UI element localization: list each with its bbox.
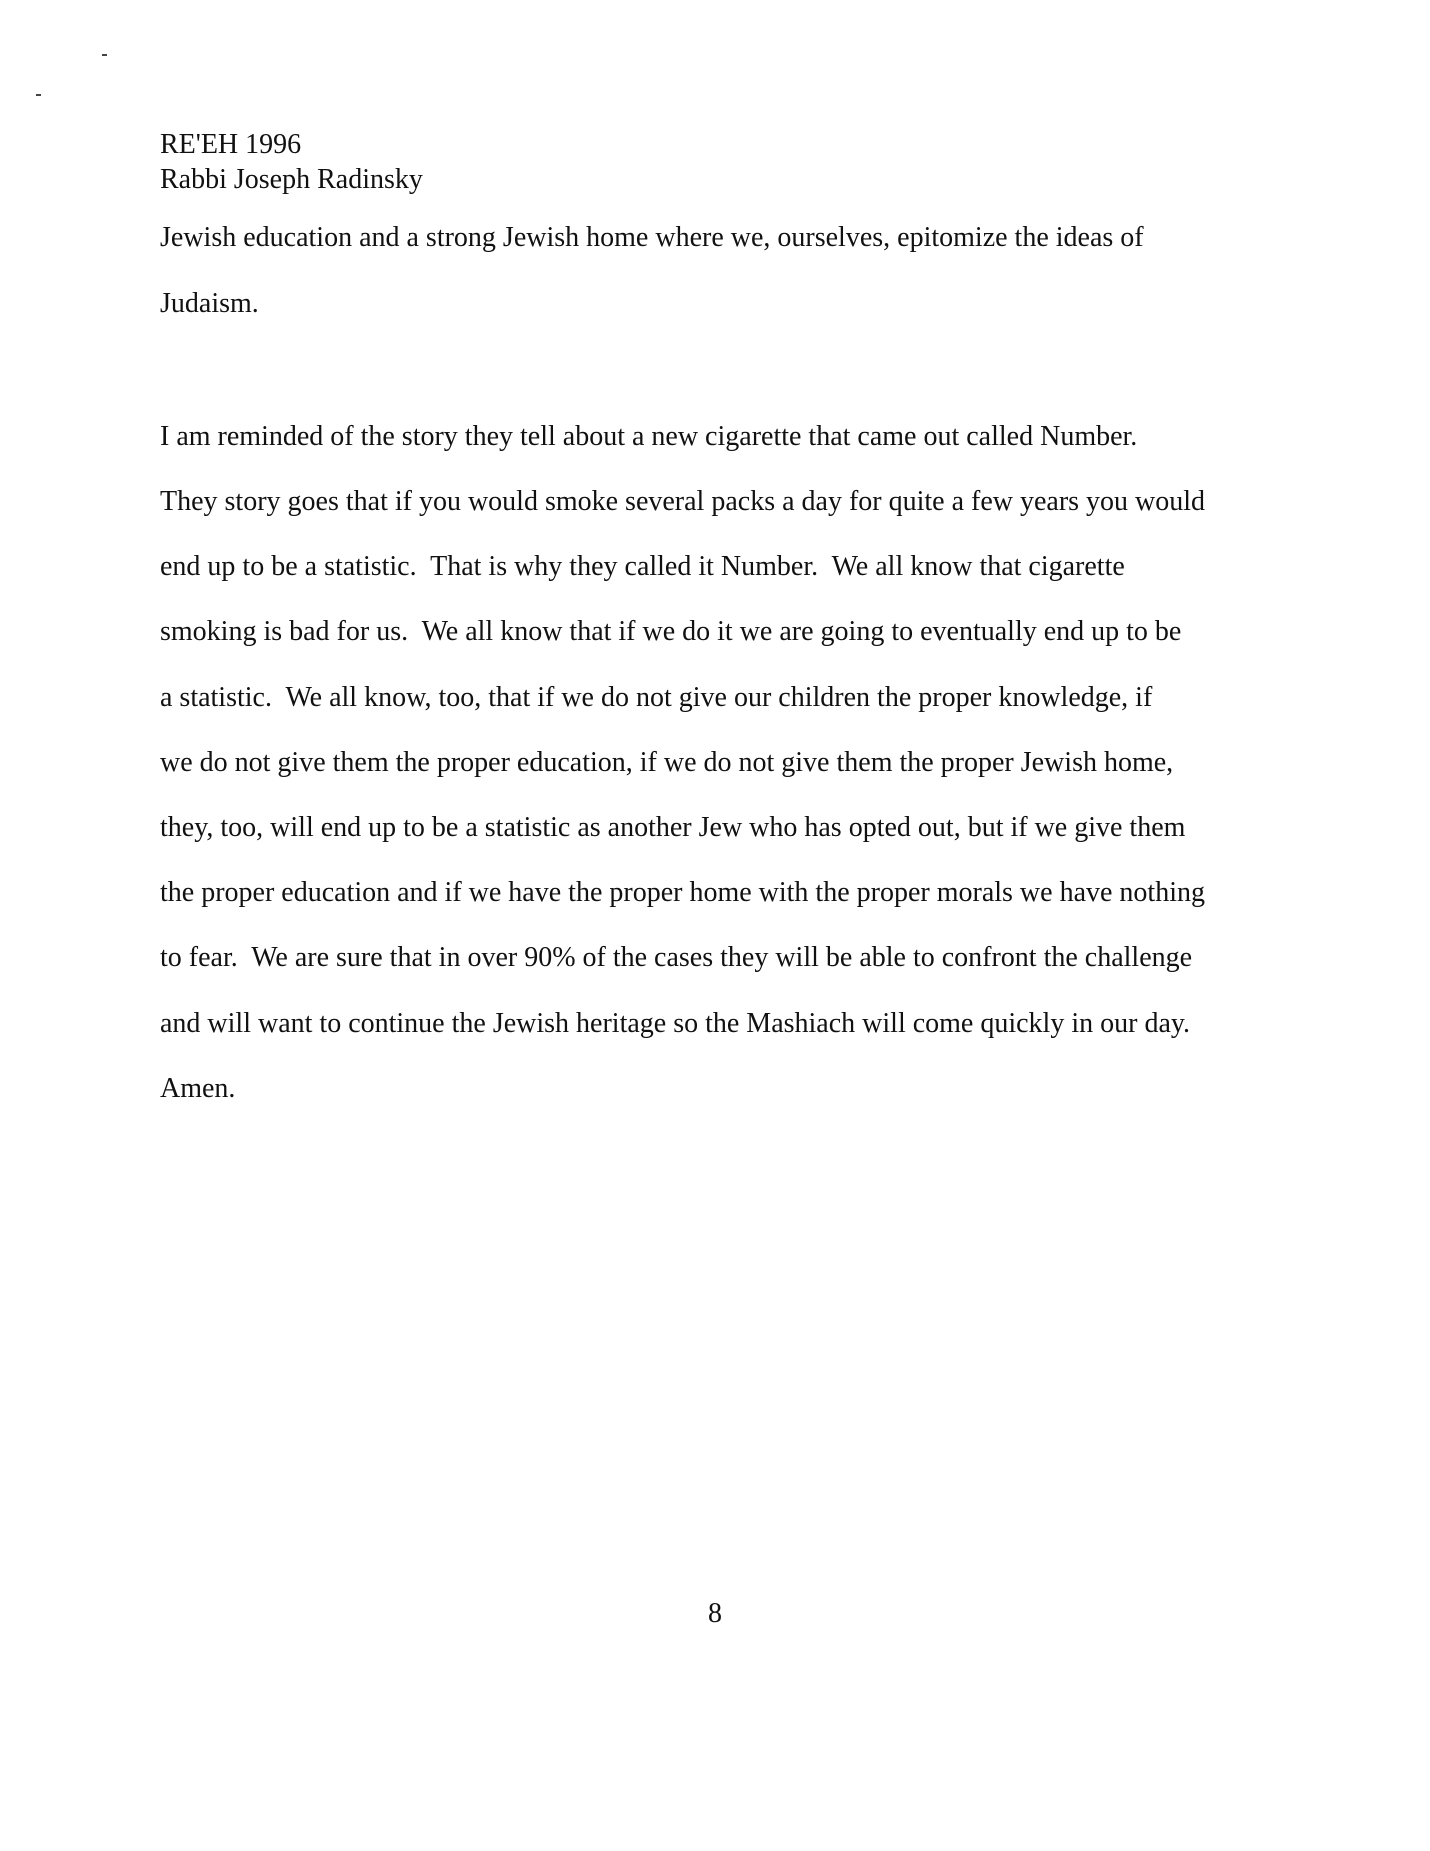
paragraph-line: to fear. We are sure that in over 90% of the cases they will be able to confront the challenge bbox=[160, 942, 1193, 973]
document-title: RE'EH 1996 bbox=[160, 129, 302, 160]
paragraph-line: smoking is bad for us. We all know that if we do it we are going to eventually end up to be bbox=[160, 616, 1182, 647]
page-number: 8 bbox=[708, 1598, 722, 1629]
paragraph-line: the proper education and if we have the proper home with the proper morals we have nothing bbox=[160, 877, 1205, 908]
document-header bbox=[160, 127, 423, 197]
paragraph-line: they, too, will end up to be a statistic as another Jew who has opted out, but if we give them bbox=[160, 812, 1186, 843]
paragraph-line: end up to be a statistic. That is why they called it Number. We all know that cigarette bbox=[160, 551, 1125, 582]
paragraph-line: a statistic. We all know, too, that if we do not give our children the proper knowledge, if bbox=[160, 682, 1153, 713]
paragraph-line: we do not give them the proper education, if we do not give them the proper Jewish home, bbox=[160, 747, 1174, 778]
paragraph-line: Amen. bbox=[160, 1073, 236, 1104]
scan-artifact-mark bbox=[102, 54, 107, 56]
scan-artifact-mark bbox=[36, 94, 41, 96]
document-author: Rabbi Joseph Radinsky bbox=[160, 164, 423, 195]
paragraph-line: Judaism. bbox=[160, 288, 259, 319]
paragraph-line: and will want to continue the Jewish heritage so the Mashiach will come quickly in our day. bbox=[160, 1008, 1191, 1039]
paragraph-line: I am reminded of the story they tell about a new cigarette that came out called Number. bbox=[160, 421, 1138, 452]
paragraph-line: They story goes that if you would smoke several packs a day for quite a few years you would bbox=[160, 486, 1206, 517]
paragraph-line: Jewish education and a strong Jewish home where we, ourselves, epitomize the ideas of bbox=[160, 222, 1144, 253]
